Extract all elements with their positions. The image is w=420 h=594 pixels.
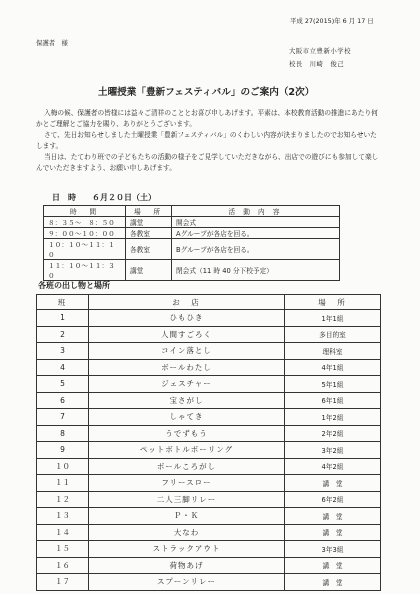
booth-row — [37, 491, 381, 508]
booth-shop-name: 二人三脚リレー — [89, 491, 285, 508]
booth-shop-name: うでずもう — [89, 425, 285, 442]
booth-place: 4年1組 — [285, 359, 381, 376]
booth-group-number: 7 — [37, 409, 89, 426]
schedule-row — [44, 228, 340, 239]
booth-place: 講 堂 — [285, 508, 381, 525]
booth-group-number: 2 — [37, 326, 89, 343]
booth-row — [37, 392, 381, 409]
booth-place: 6年2組 — [285, 491, 381, 508]
paragraph-request: 当日は、たてわり班での子どもたちの活動の様子をご見学していただきながら、出店での遊びにも参加して楽しんでいただきますよう、お願い申しあげます。 — [36, 153, 379, 172]
booth-place: 理科室 — [285, 343, 381, 360]
booths-header-place: 場 所 — [285, 295, 381, 310]
booth-row — [37, 574, 381, 591]
booth-row — [37, 541, 381, 558]
booth-place: 3年3組 — [285, 541, 381, 558]
booth-group-number: １３ — [37, 508, 89, 525]
schedule-header-time: 時 間 — [44, 206, 126, 217]
booths-header-group: 班 — [37, 295, 89, 310]
schedule-row — [44, 239, 340, 260]
booths-body — [37, 310, 381, 591]
paragraph-notice: さて、先日お知らせしました土曜授業「豊新フェスティバル」のくわしい内容が決まりましたのでお知らせいたします。 — [36, 131, 377, 150]
booth-shop-name: ボールころがし — [89, 458, 285, 475]
booths-header-shop: お 店 — [89, 295, 285, 310]
booth-group-number: １７ — [37, 574, 89, 591]
booth-group-number: 5 — [37, 376, 89, 393]
booth-shop-name: ボールわたし — [89, 359, 285, 376]
schedule-header-activity: 活 動 内 容 — [172, 206, 340, 217]
schedule-place: 各教室 — [126, 228, 172, 239]
booth-group-number: 4 — [37, 359, 89, 376]
booth-place: 6年1組 — [285, 392, 381, 409]
booth-place: 講 堂 — [285, 557, 381, 574]
booth-group-number: 6 — [37, 392, 89, 409]
schedule-header-place: 場 所 — [126, 206, 172, 217]
booths-header-row — [37, 295, 381, 310]
booth-shop-name: スプーンリレー — [89, 574, 285, 591]
schedule-table — [43, 205, 340, 281]
booth-row — [37, 343, 381, 360]
booth-place: 講 堂 — [285, 524, 381, 541]
booth-place: 4年2組 — [285, 458, 381, 475]
body-text — [36, 108, 380, 174]
booth-shop-name: 荷物あげ — [89, 557, 285, 574]
booth-place: 講 堂 — [285, 574, 381, 591]
booth-row — [37, 524, 381, 541]
booth-shop-name: 宝さがし — [89, 392, 285, 409]
document-title: 土曜授業「豊新フェスティバル」のご案内（2次） — [98, 87, 315, 98]
schedule-place: 講堂 — [126, 260, 172, 281]
schedule-place: 講堂 — [126, 217, 172, 228]
booth-place: 1年2組 — [285, 409, 381, 426]
booth-place: 2年2組 — [285, 425, 381, 442]
schedule-activity: 開会式 — [172, 217, 340, 228]
booth-row — [37, 425, 381, 442]
schedule-activity: Aグループが各店を回る。 — [172, 228, 340, 239]
booth-group-number: １０ — [37, 458, 89, 475]
booth-group-number: １４ — [37, 524, 89, 541]
schedule-time: １１：１０～１１：３０ — [44, 260, 126, 281]
recipient: 保護者 様 — [36, 39, 68, 47]
booth-place: 1年1組 — [285, 310, 381, 327]
schedule-time: １０：１０～１１：１０ — [44, 239, 126, 260]
booth-row — [37, 475, 381, 492]
schedule-time: ８：３５～ ８：５０ — [44, 217, 126, 228]
document-date: 平成 27(2015)年 6 月 17 日 — [290, 17, 374, 25]
booth-shop-name: しゃてき — [89, 409, 285, 426]
booth-row — [37, 359, 381, 376]
schedule-time: ９：００～１０：００ — [44, 228, 126, 239]
booths-heading: 各班の出し物と場所 — [38, 281, 110, 290]
schedule-row — [44, 260, 340, 281]
schedule-activity: Bグループが各店を回る。 — [172, 239, 340, 260]
booth-shop-name: ひもひき — [89, 310, 285, 327]
booth-group-number: １５ — [37, 541, 89, 558]
booth-row — [37, 508, 381, 525]
school-name: 大阪市立豊新小学校 — [289, 47, 352, 55]
booth-shop-name: コイン落とし — [89, 343, 285, 360]
booth-shop-name: ジェスチャー — [89, 376, 285, 393]
booth-shop-name: Ｐ・Ｋ — [89, 508, 285, 525]
booth-row — [37, 326, 381, 343]
booth-place: 多目的室 — [285, 326, 381, 343]
booth-group-number: １２ — [37, 491, 89, 508]
booth-row — [37, 442, 381, 459]
booths-table — [36, 294, 381, 591]
booth-group-number: 1 — [37, 310, 89, 327]
booth-row — [37, 310, 381, 327]
principal-name: 校長 川崎 俊己 — [289, 60, 345, 68]
schedule-row — [44, 217, 340, 228]
booth-shop-name: ペットボトルボーリング — [89, 442, 285, 459]
booth-row — [37, 458, 381, 475]
booth-shop-name: フリースロー — [89, 475, 285, 492]
schedule-place: 各教室 — [126, 239, 172, 260]
schedule-date: 日 時 ６月２０日（土） — [52, 193, 156, 202]
booth-group-number: １６ — [37, 557, 89, 574]
booth-place: 講 堂 — [285, 475, 381, 492]
booth-place: 5年1組 — [285, 376, 381, 393]
booth-shop-name: 人間すごろく — [89, 326, 285, 343]
booth-shop-name: ストラックアウト — [89, 541, 285, 558]
booth-shop-name: 大なわ — [89, 524, 285, 541]
booth-group-number: 8 — [37, 425, 89, 442]
schedule-activity: 閉会式（11 時 40 分下校予定） — [172, 260, 340, 281]
paragraph-greeting: 入梅の候、保護者の皆様には益々ご清祥のこととお喜び申しあげます。平素は、本校教育活動の推進にあたり何かとご理解とご協力を賜り、ありがとうございます。 — [36, 109, 378, 128]
booth-group-number: 9 — [37, 442, 89, 459]
booth-row — [37, 409, 381, 426]
booth-row — [37, 376, 381, 393]
schedule-header-row — [44, 206, 340, 217]
booth-group-number: １１ — [37, 475, 89, 492]
booth-group-number: 3 — [37, 343, 89, 360]
booth-place: 3年2組 — [285, 442, 381, 459]
booth-row — [37, 557, 381, 574]
